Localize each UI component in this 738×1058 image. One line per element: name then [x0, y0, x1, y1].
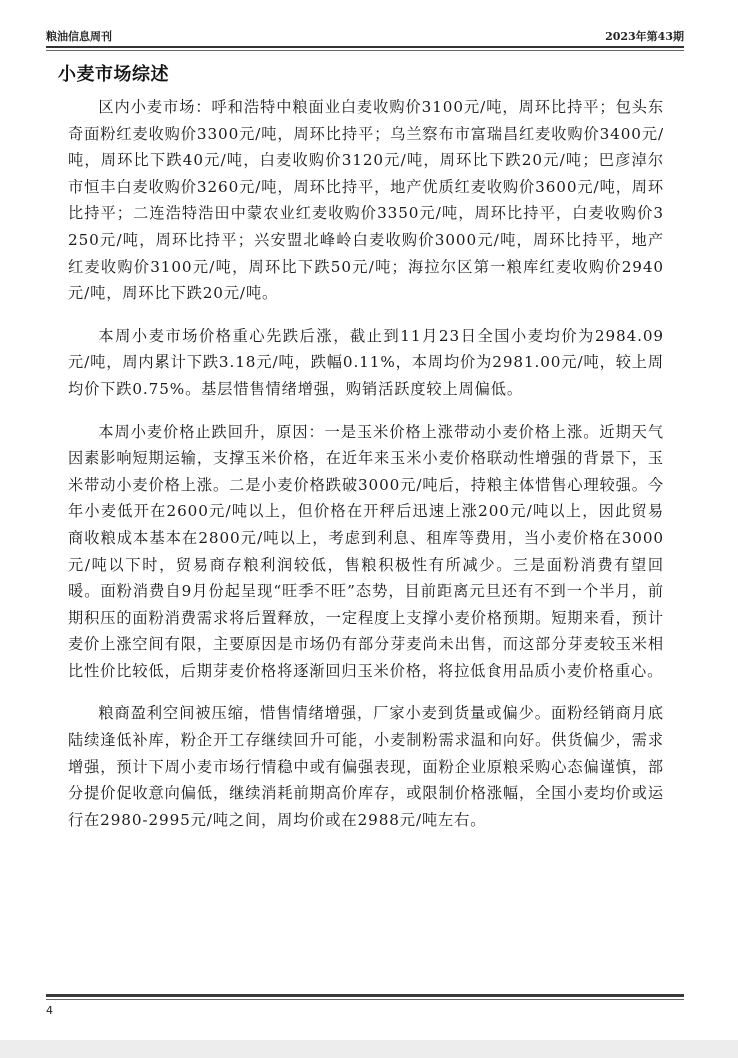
header-rule-thin	[46, 50, 684, 51]
scan-bottom-band	[0, 1040, 738, 1058]
paragraph-weekly-price: 本周小麦市场价格重心先跌后涨，截止到11月23日全国小麦均价为2984.09元/吨，周内累计下跌3.18元/吨，跌幅0.11%，本周均价为2981.00元/吨，较上周均价下跌0.75%。基层惜售情绪增强，购销活跃度较上周偏低。	[68, 326, 664, 398]
footer-rule	[46, 994, 684, 997]
paragraph-regional-market: 区内小麦市场：呼和浩特中粮面业白麦收购价3100元/吨，周环比持平；包头东奇面粉红麦收购价3300元/吨，周环比持平；乌兰察布市富瑞昌红麦收购价3400元/吨，周环比下跌40元/吨，白麦收购价3120元/吨，周环比下跌20元/吨；巴彦淖尔市恒丰白麦收购价3260元/吨，周环比持平，地产优质红麦收购价3600元/吨，周环比持平；二连浩特浩田中蒙农业红麦收购价3350元/吨，周环比持平，白麦收购价3250元/吨，周环比持平；兴安盟北峰岭白麦收购价3000元/吨，周环比持平，地产红麦收购价3100元/吨，周环比下跌50元/吨；海拉尔区第一粮库红麦收购价2940元/吨，周环比下跌20元/吨。	[68, 98, 664, 303]
running-header	[46, 30, 684, 44]
paragraph-outlook: 粮商盈利空间被压缩，惜售情绪增强，厂家小麦到货量或偏少。面粉经销商月底陆续逢低补库，粉企开工存继续回升可能，小麦制粉需求温和向好。供货偏少，需求增强，预计下周小麦市场行情稳中或有偏强表现，面粉企业原粮采购心态偏谨慎，部分提价促收意向偏低，继续消耗前期高价库存，或限制价格涨幅，全国小麦均价或运行在2980-2995元/吨之间，周均价或在2988元/吨左右。	[68, 704, 664, 829]
section-title: 小麦市场综述	[58, 64, 169, 85]
footer-rule-thin	[46, 999, 684, 1000]
paragraph-price-analysis: 本周小麦价格止跌回升，原因：一是玉米价格上涨带动小麦价格上涨。近期天气因素影响短期运输，支撑玉米价格，在近年来玉米小麦价格联动性增强的背景下，玉米带动小麦价格上涨。二是小麦价格跌破3000元/吨后，持粮主体惜售心理较强。今年小麦低开在2600元/吨以上，但价格在开秤后迅速上涨200元/吨以上，因此贸易商收粮成本基本在2800元/吨以上，考虑到利息、租库等费用，当小麦价格在3000元/吨以下时，贸易商存粮利润较低，售粮积极性有所减少。三是面粉消费有望回暖。面粉消费自9月份起呈现“旺季不旺”态势，目前距离元旦还有不到一个半月，前期积压的面粉消费需求将后置释放，一定程度上支撑小麦价格预期。短期来看，预计麦价上涨空间有限，主要原因是市场仍有部分芽麦尚未出售，而这部分芽麦较玉米相比性价比较低，后期芽麦价格将逐渐回归玉米价格，将拉低食用品质小麦价格重心。	[68, 422, 664, 680]
page-number: 4	[46, 1004, 53, 1017]
publication-name: 粮油信息周刊	[46, 30, 112, 43]
article-body	[68, 94, 664, 849]
header-rule	[46, 46, 684, 48]
issue-number: 2023年第43期	[605, 30, 684, 43]
